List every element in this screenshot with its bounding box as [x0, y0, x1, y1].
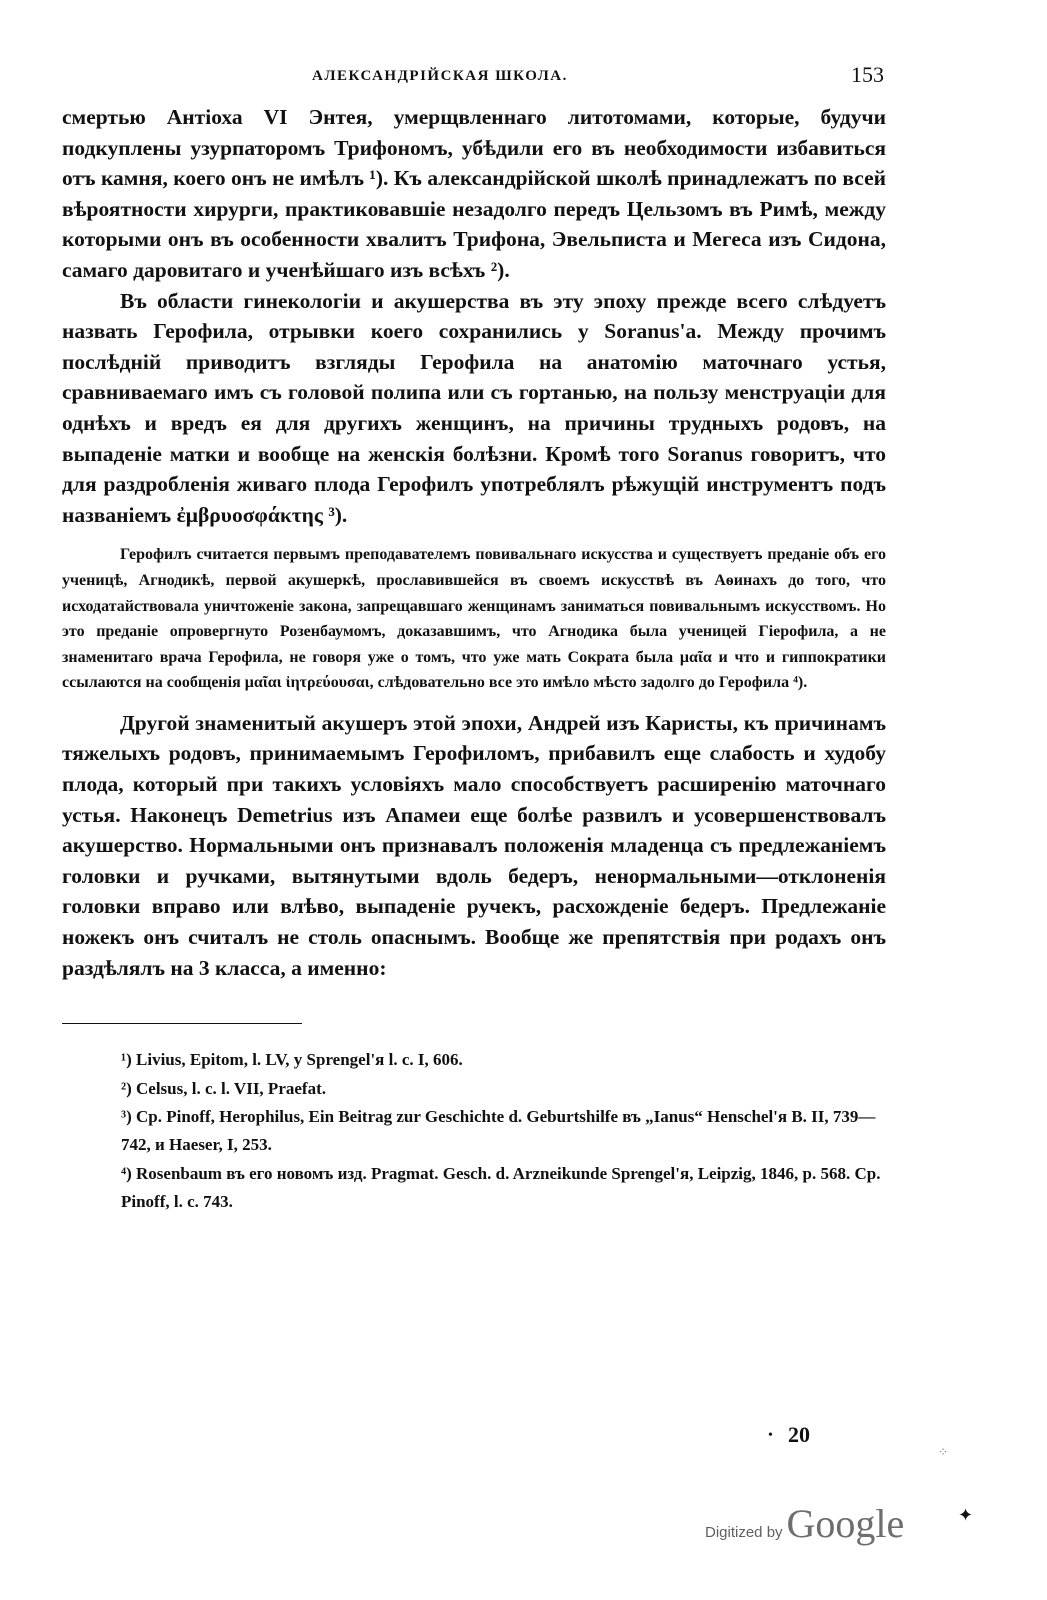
footnotes: [62, 1046, 886, 1216]
footnote-divider: [62, 1023, 302, 1024]
watermark-text: Digitized by: [705, 1524, 783, 1541]
footnote-1: ¹) Livius, Epitom, l. LV, у Sprengel'я l. c. I, 606.: [121, 1050, 463, 1070]
footnote-2: ²) Celsus, l. c. l. VII, Praefat.: [121, 1078, 326, 1098]
google-logo: Google: [786, 1501, 905, 1546]
main-text-continued: [62, 708, 886, 983]
running-header: [62, 62, 886, 102]
ink-speck: ⁘: [938, 1445, 949, 1459]
footnote-3: ³) Cp. Pinoff, Herophilus, Ein Beitrag zur Geschichte d. Geburtshilfe въ „Ianus“ Henschel'я B. II, 739—742, и Haeser, I, 253.: [121, 1107, 876, 1155]
digitized-watermark: [705, 1500, 904, 1547]
page-number: 153: [851, 62, 884, 87]
page-title: АЛЕКСАНДРІЙСКАЯ ШКОЛА.: [312, 68, 568, 84]
paragraph-3: Другой знаменитый акушеръ этой эпохи, Андрей изъ Каристы, къ причинамъ тяжелыхъ родовъ, принимаемымъ Герофиломъ, прибавилъ еще слабость и худобу плода, который при такихъ условіяхъ мало способствуетъ расширенію маточнаго устья. Наконецъ Demetrius изъ Апамеи еще болѣе развилъ и усовершенствовалъ акушерство. Нормальными онъ признавалъ положенія младенца съ предлежаніемъ головки и ручками, вытянутыми вдоль бедеръ, ненормальными—отклоненія головки вправо или влѣво, выпаденіе ручекъ, расхожденіе бедеръ. Предлежаніе ножекъ онъ считалъ не столь опаснымъ. Вообще же препятствія при родахъ онъ раздѣлялъ на 3 класса, а именно:: [62, 710, 886, 980]
paragraph-1: смертью Антіоха VI Энтея, умерщвленнаго литотомами, которые, будучи подкуплены узурпаторомъ Трифономъ, убѣдили его въ необходимости избавиться отъ камня, коего онъ не имѣлъ ¹). Къ александрійской школѣ принадлежатъ по всей вѣроятности хирурги, практиковавшіе незадолго передъ Цельзомъ въ Римѣ, между которыми онъ въ особенности хвалитъ Трифона, Эвельписта и Мегеса изъ Сидона, самаго даровитаго и ученѣйшаго изъ всѣхъ ²).: [62, 105, 886, 282]
book-page: [62, 62, 886, 1217]
signature-mark: 20: [788, 1422, 810, 1447]
footnote-4: ⁴) Rosenbaum въ его новомъ изд. Pragmat. Gesch. d. Arzneikunde Sprengel'я, Leipzig, 1846, p. 568. Cp. Pinoff, l. c. 743.: [121, 1163, 881, 1212]
main-text: [62, 102, 886, 530]
ink-speck: •: [768, 1428, 773, 1443]
small-print-paragraph: Герофилъ считается первымъ преподавателемъ повивальнаго искусства и существуетъ преданіе объ его ученицѣ, Агнодикѣ, первой акушеркѣ, прославившейся въ своемъ искусствѣ въ Аѳинахъ до того, что исходатайствовала уничтоженіе закона, запрещавшаго женщинамъ заниматься повивальнымъ искусствомъ. Но это преданіе опровергнуто Розенбаумомъ, доказавшимъ, что Агнодика была ученицей Гіерофила, а не знаменитаго врача Герофила, не говоря уже о томъ, что уже мать Сократа была μαῖα и что и гиппократики ссылаются на сообщенія μαῖαι ἰητρεύουσαι, слѣдовательно все это имѣло мѣсто задолго до Герофила ⁴).: [62, 546, 886, 692]
ink-speck: ✦: [958, 1505, 974, 1525]
paragraph-2: Въ области гинекологіи и акушерства въ эту эпоху прежде всего слѣдуетъ назвать Герофила, отрывки коего сохранились у Soranus'а. Между прочимъ послѣдній приводитъ взгляды Герофила на анатомію маточнаго устья, сравниваемаго имъ съ головой полипа или съ гортанью, на пользу менструаціи для однѣхъ и вредъ ея для другихъ женщинъ, на причины трудныхъ родовъ, на выпаденіе матки и вообще на женскія болѣзни. Кромѣ того Soranus говоритъ, что для раздробленія живаго плода Герофилъ употреблялъ рѣжущій инструментъ подъ названіемъ ἐμβρυοσφάκτης ³).: [62, 288, 886, 527]
